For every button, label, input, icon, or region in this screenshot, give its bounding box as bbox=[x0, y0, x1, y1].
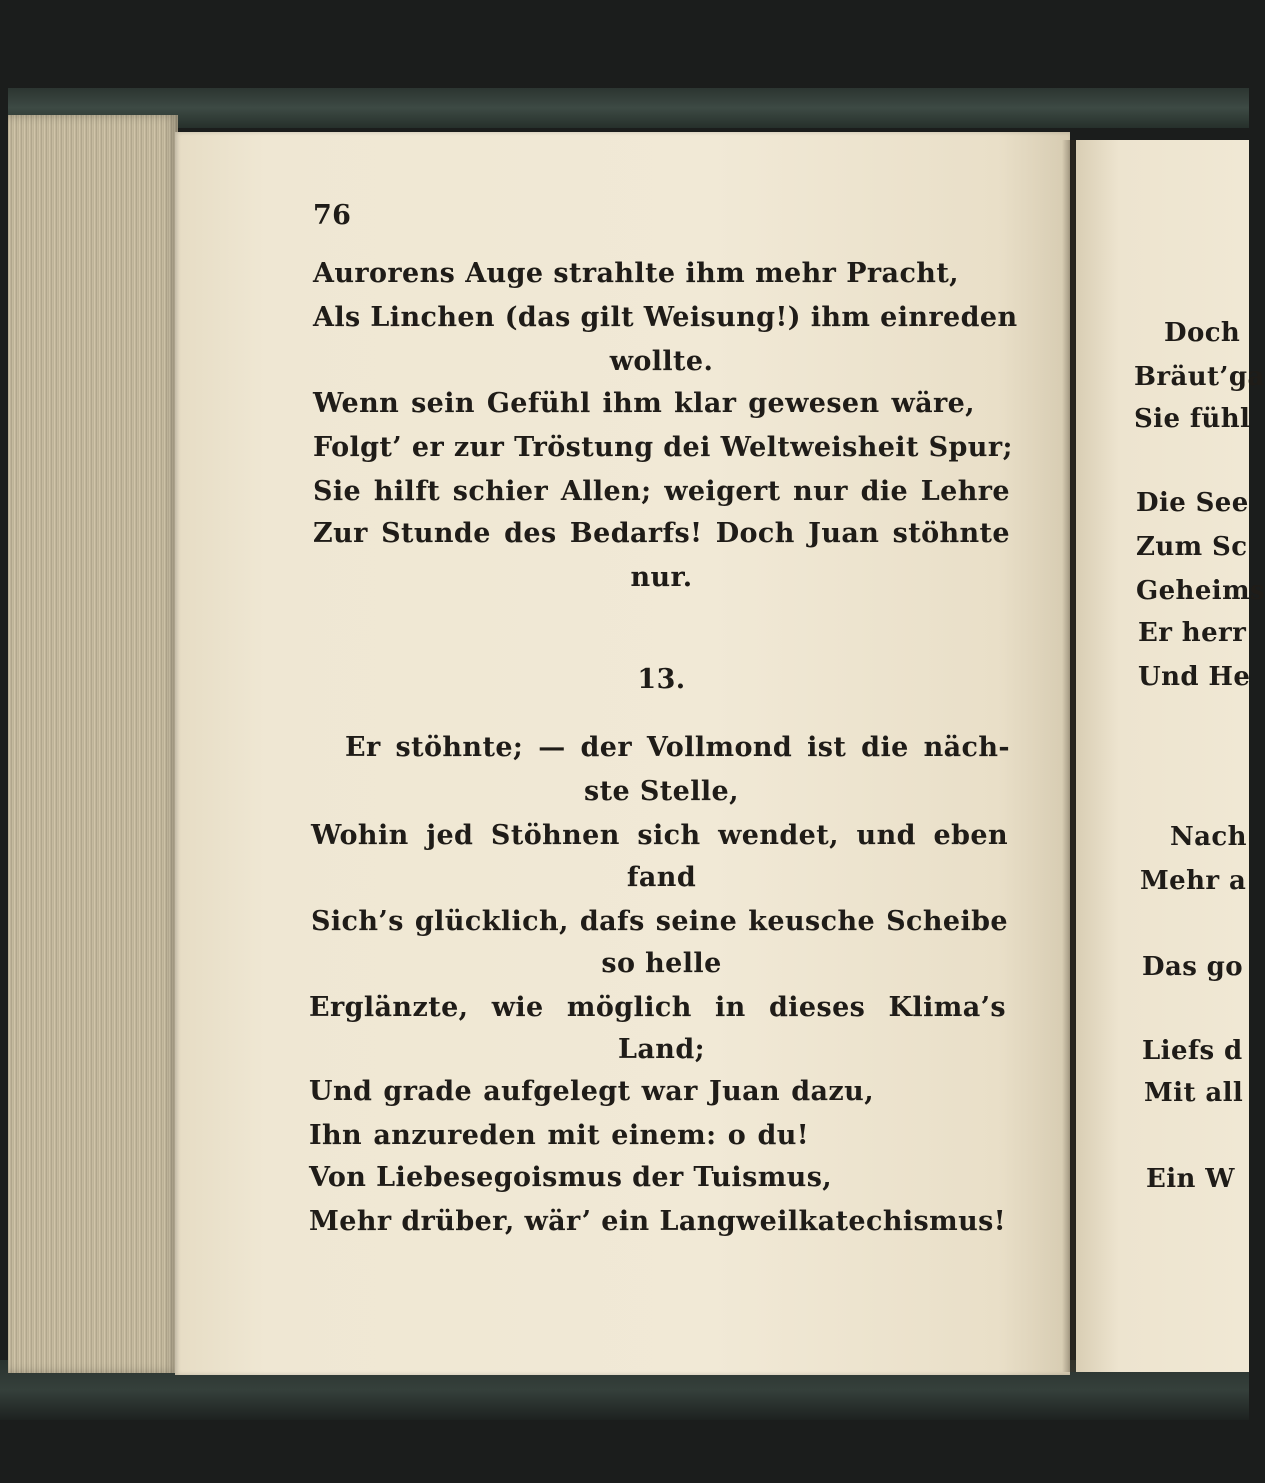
text-line: nur. bbox=[630, 562, 693, 593]
text-line: Land; bbox=[618, 1034, 705, 1065]
text-fragment: Bräut’ga bbox=[1134, 362, 1265, 392]
page-edges bbox=[8, 115, 178, 1373]
text-fragment: Mehr a bbox=[1140, 866, 1247, 896]
text-line: Wenn sein Gefühl ihm klar gewesen wäre, bbox=[313, 388, 975, 419]
text-line: Ihn anzureden mit einem: o du! bbox=[309, 1120, 809, 1151]
text-fragment: Ein W bbox=[1146, 1164, 1235, 1194]
text-line: Wohin jed Stöhnen sich wendet, und eben bbox=[311, 820, 1008, 851]
text-fragment: Das go bbox=[1142, 952, 1244, 982]
text-line: fand bbox=[626, 862, 697, 893]
text-line: so helle bbox=[601, 948, 722, 979]
text-fragment: Geheims bbox=[1136, 576, 1265, 606]
text-line: Aurorens Auge strahlte ihm mehr Pracht, bbox=[313, 258, 959, 289]
stanza-number: 13. bbox=[637, 664, 686, 695]
text-line: Folgt’ er zur Tröstung dei Weltweisheit Spur; bbox=[313, 432, 1013, 463]
text-fragment: Und He bbox=[1138, 662, 1251, 692]
text-line: Erglänzte, wie möglich in dieses Klima’s bbox=[309, 992, 1006, 1023]
text-fragment: Nach bbox=[1170, 822, 1247, 852]
book-cover-top bbox=[8, 88, 1249, 128]
text-line: ste Stelle, bbox=[584, 776, 739, 807]
left-page bbox=[175, 132, 1070, 1375]
right-page bbox=[1076, 140, 1265, 1372]
page-number: 76 bbox=[313, 200, 352, 231]
text-line: Sie hilft schier Allen; weigert nur die Lehre bbox=[313, 476, 1010, 507]
text-fragment: Zum Sc bbox=[1136, 532, 1248, 562]
text-fragment: Liefs d bbox=[1142, 1036, 1243, 1066]
text-fragment: Die See bbox=[1136, 488, 1249, 518]
text-fragment: Er herr bbox=[1138, 618, 1247, 648]
text-fragment: Doch bbox=[1164, 318, 1241, 348]
text-line: Er stöhnte; — der Vollmond ist die näch- bbox=[345, 732, 1010, 763]
text-fragment: Mit all bbox=[1144, 1078, 1244, 1108]
text-line: Zur Stunde des Bedarfs! Doch Juan stöhnte bbox=[313, 518, 1010, 549]
text-line: wollte. bbox=[609, 346, 714, 377]
text-line: Und grade aufgelegt war Juan dazu, bbox=[309, 1076, 874, 1107]
text-line: Mehr drüber, wär’ ein Langweilkatechismus! bbox=[309, 1206, 1006, 1237]
text-fragment: Sie fühl bbox=[1134, 404, 1251, 434]
text-line: Als Linchen (das gilt Weisung!) ihm einreden bbox=[313, 302, 1018, 333]
text-line: Sich’s glücklich, dafs seine keusche Scheibe bbox=[311, 906, 1008, 937]
text-line: Von Liebesegoismus der Tuismus, bbox=[309, 1162, 833, 1193]
